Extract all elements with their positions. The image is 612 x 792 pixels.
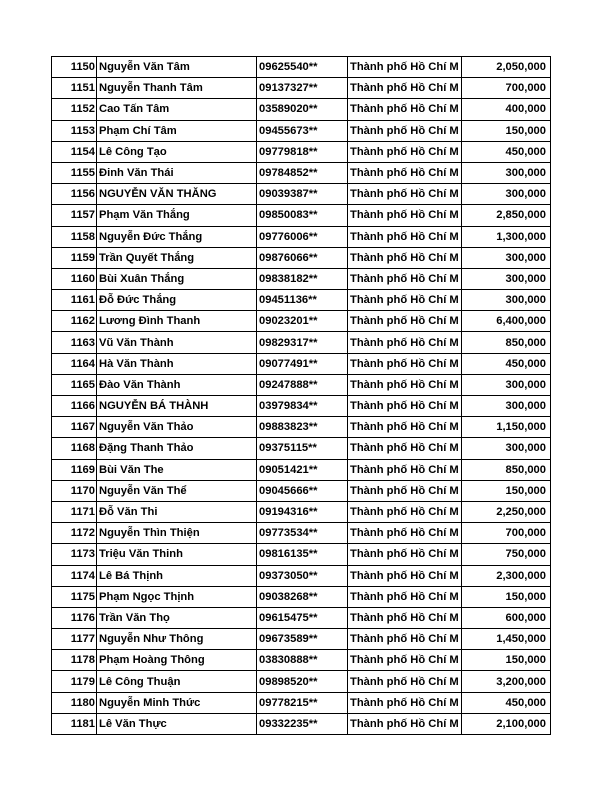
table-row [52, 629, 551, 650]
row-number-cell: 1171 [52, 501, 97, 522]
row-number-cell: 1165 [52, 374, 97, 395]
amount-cell: 1,300,000 [462, 226, 551, 247]
phone-cell: 09784852** [257, 162, 348, 183]
name-cell: Triệu Văn Thinh [97, 544, 257, 565]
name-cell: Nguyễn Như Thông [97, 629, 257, 650]
amount-cell: 2,850,000 [462, 205, 551, 226]
table-row [52, 523, 551, 544]
amount-cell: 150,000 [462, 650, 551, 671]
amount-cell: 2,250,000 [462, 501, 551, 522]
city-cell: Thành phố Hồ Chí M [348, 374, 462, 395]
row-number-cell: 1172 [52, 523, 97, 544]
city-cell: Thành phố Hồ Chí M [348, 290, 462, 311]
name-cell: Lê Văn Thực [97, 713, 257, 734]
amount-cell: 2,050,000 [462, 57, 551, 78]
table-row [52, 353, 551, 374]
phone-cell: 03589020** [257, 99, 348, 120]
phone-cell: 09375115** [257, 438, 348, 459]
city-cell: Thành phố Hồ Chí M [348, 438, 462, 459]
phone-cell: 09829317** [257, 332, 348, 353]
row-number-cell: 1181 [52, 713, 97, 734]
table-row [52, 162, 551, 183]
name-cell: Nguyễn Thanh Tâm [97, 78, 257, 99]
amount-cell: 6,400,000 [462, 311, 551, 332]
name-cell: Cao Tấn Tâm [97, 99, 257, 120]
row-number-cell: 1167 [52, 417, 97, 438]
name-cell: Bùi Văn The [97, 459, 257, 480]
name-cell: Lê Bá Thịnh [97, 565, 257, 586]
table-row [52, 396, 551, 417]
table-row [52, 565, 551, 586]
city-cell: Thành phố Hồ Chí M [348, 141, 462, 162]
table-row [52, 184, 551, 205]
row-number-cell: 1159 [52, 247, 97, 268]
phone-cell: 09455673** [257, 120, 348, 141]
table-row [52, 438, 551, 459]
table-row [52, 247, 551, 268]
name-cell: Trần Văn Thọ [97, 607, 257, 628]
amount-cell: 3,200,000 [462, 671, 551, 692]
amount-cell: 1,150,000 [462, 417, 551, 438]
phone-cell: 09625540** [257, 57, 348, 78]
table-row [52, 671, 551, 692]
amount-cell: 300,000 [462, 162, 551, 183]
row-number-cell: 1163 [52, 332, 97, 353]
amount-cell: 300,000 [462, 438, 551, 459]
table-row [52, 607, 551, 628]
row-number-cell: 1178 [52, 650, 97, 671]
name-cell: Nguyễn Đức Thắng [97, 226, 257, 247]
phone-cell: 09023201** [257, 311, 348, 332]
city-cell: Thành phố Hồ Chí M [348, 353, 462, 374]
amount-cell: 450,000 [462, 353, 551, 374]
table-row [52, 374, 551, 395]
amount-cell: 300,000 [462, 290, 551, 311]
table-row [52, 290, 551, 311]
name-cell: Đinh Văn Thái [97, 162, 257, 183]
city-cell: Thành phố Hồ Chí M [348, 205, 462, 226]
donor-table-body [52, 57, 551, 735]
row-number-cell: 1160 [52, 268, 97, 289]
name-cell: Trần Quyết Thắng [97, 247, 257, 268]
city-cell: Thành phố Hồ Chí M [348, 162, 462, 183]
row-number-cell: 1176 [52, 607, 97, 628]
amount-cell: 150,000 [462, 586, 551, 607]
name-cell: Bùi Xuân Thắng [97, 268, 257, 289]
phone-cell: 09876066** [257, 247, 348, 268]
phone-cell: 09045666** [257, 480, 348, 501]
name-cell: Đỗ Văn Thi [97, 501, 257, 522]
name-cell: Nguyễn Văn Tâm [97, 57, 257, 78]
table-row [52, 544, 551, 565]
name-cell: Đào Văn Thành [97, 374, 257, 395]
amount-cell: 150,000 [462, 480, 551, 501]
table-row [52, 480, 551, 501]
city-cell: Thành phố Hồ Chí M [348, 480, 462, 501]
phone-cell: 09373050** [257, 565, 348, 586]
city-cell: Thành phố Hồ Chí M [348, 544, 462, 565]
phone-cell: 09673589** [257, 629, 348, 650]
table-row [52, 57, 551, 78]
phone-cell: 09778215** [257, 692, 348, 713]
phone-cell: 09332235** [257, 713, 348, 734]
amount-cell: 450,000 [462, 141, 551, 162]
name-cell: Nguyễn Văn Thể [97, 480, 257, 501]
row-number-cell: 1150 [52, 57, 97, 78]
name-cell: Nguyễn Minh Thức [97, 692, 257, 713]
row-number-cell: 1157 [52, 205, 97, 226]
name-cell: Phạm Ngọc Thịnh [97, 586, 257, 607]
table-row [52, 268, 551, 289]
phone-cell: 03830888** [257, 650, 348, 671]
phone-cell: 09051421** [257, 459, 348, 480]
row-number-cell: 1164 [52, 353, 97, 374]
row-number-cell: 1161 [52, 290, 97, 311]
amount-cell: 700,000 [462, 523, 551, 544]
name-cell: Hà Văn Thành [97, 353, 257, 374]
table-row [52, 713, 551, 734]
city-cell: Thành phố Hồ Chí M [348, 565, 462, 586]
phone-cell: 09776006** [257, 226, 348, 247]
table-row [52, 417, 551, 438]
amount-cell: 1,450,000 [462, 629, 551, 650]
amount-cell: 750,000 [462, 544, 551, 565]
table-row [52, 141, 551, 162]
city-cell: Thành phố Hồ Chí M [348, 586, 462, 607]
row-number-cell: 1168 [52, 438, 97, 459]
city-cell: Thành phố Hồ Chí M [348, 459, 462, 480]
table-row [52, 692, 551, 713]
city-cell: Thành phố Hồ Chí M [348, 78, 462, 99]
name-cell: Phạm Chí Tâm [97, 120, 257, 141]
city-cell: Thành phố Hồ Chí M [348, 268, 462, 289]
table-row [52, 205, 551, 226]
table-row [52, 120, 551, 141]
row-number-cell: 1180 [52, 692, 97, 713]
city-cell: Thành phố Hồ Chí M [348, 396, 462, 417]
city-cell: Thành phố Hồ Chí M [348, 311, 462, 332]
amount-cell: 700,000 [462, 78, 551, 99]
row-number-cell: 1154 [52, 141, 97, 162]
name-cell: Vũ Văn Thành [97, 332, 257, 353]
phone-cell: 09773534** [257, 523, 348, 544]
amount-cell: 400,000 [462, 99, 551, 120]
city-cell: Thành phố Hồ Chí M [348, 650, 462, 671]
row-number-cell: 1173 [52, 544, 97, 565]
table-row [52, 586, 551, 607]
amount-cell: 300,000 [462, 247, 551, 268]
phone-cell: 09247888** [257, 374, 348, 395]
name-cell: Đỗ Đức Thắng [97, 290, 257, 311]
amount-cell: 300,000 [462, 268, 551, 289]
phone-cell: 09838182** [257, 268, 348, 289]
name-cell: Phạm Hoàng Thông [97, 650, 257, 671]
city-cell: Thành phố Hồ Chí M [348, 247, 462, 268]
row-number-cell: 1170 [52, 480, 97, 501]
name-cell: Nguyễn Văn Thảo [97, 417, 257, 438]
row-number-cell: 1153 [52, 120, 97, 141]
table-row [52, 459, 551, 480]
amount-cell: 850,000 [462, 332, 551, 353]
name-cell: Lê Công Tạo [97, 141, 257, 162]
city-cell: Thành phố Hồ Chí M [348, 99, 462, 120]
row-number-cell: 1158 [52, 226, 97, 247]
city-cell: Thành phố Hồ Chí M [348, 417, 462, 438]
city-cell: Thành phố Hồ Chí M [348, 120, 462, 141]
city-cell: Thành phố Hồ Chí M [348, 57, 462, 78]
row-number-cell: 1166 [52, 396, 97, 417]
table-row [52, 501, 551, 522]
amount-cell: 450,000 [462, 692, 551, 713]
donor-table [51, 56, 551, 735]
phone-cell: 09779818** [257, 141, 348, 162]
phone-cell: 09451136** [257, 290, 348, 311]
city-cell: Thành phố Hồ Chí M [348, 607, 462, 628]
amount-cell: 850,000 [462, 459, 551, 480]
name-cell: Nguyễn Thìn Thiện [97, 523, 257, 544]
amount-cell: 300,000 [462, 396, 551, 417]
name-cell: Phạm Văn Thắng [97, 205, 257, 226]
city-cell: Thành phố Hồ Chí M [348, 692, 462, 713]
row-number-cell: 1156 [52, 184, 97, 205]
name-cell: NGUYỄN BÁ THÀNH [97, 396, 257, 417]
phone-cell: 09194316** [257, 501, 348, 522]
name-cell: Lê Công Thuận [97, 671, 257, 692]
city-cell: Thành phố Hồ Chí M [348, 629, 462, 650]
row-number-cell: 1152 [52, 99, 97, 120]
row-number-cell: 1155 [52, 162, 97, 183]
city-cell: Thành phố Hồ Chí M [348, 332, 462, 353]
name-cell: Lương Đình Thanh [97, 311, 257, 332]
table-row [52, 311, 551, 332]
phone-cell: 09137327** [257, 78, 348, 99]
amount-cell: 600,000 [462, 607, 551, 628]
city-cell: Thành phố Hồ Chí M [348, 671, 462, 692]
phone-cell: 09038268** [257, 586, 348, 607]
row-number-cell: 1179 [52, 671, 97, 692]
row-number-cell: 1175 [52, 586, 97, 607]
phone-cell: 09850083** [257, 205, 348, 226]
amount-cell: 2,300,000 [462, 565, 551, 586]
phone-cell: 09039387** [257, 184, 348, 205]
row-number-cell: 1174 [52, 565, 97, 586]
amount-cell: 300,000 [462, 184, 551, 205]
city-cell: Thành phố Hồ Chí M [348, 226, 462, 247]
table-row [52, 332, 551, 353]
table-row [52, 99, 551, 120]
row-number-cell: 1169 [52, 459, 97, 480]
amount-cell: 300,000 [462, 374, 551, 395]
table-row [52, 650, 551, 671]
amount-cell: 150,000 [462, 120, 551, 141]
city-cell: Thành phố Hồ Chí M [348, 523, 462, 544]
phone-cell: 09077491** [257, 353, 348, 374]
name-cell: NGUYỄN VĂN THĂNG [97, 184, 257, 205]
phone-cell: 09816135** [257, 544, 348, 565]
row-number-cell: 1177 [52, 629, 97, 650]
phone-cell: 09898520** [257, 671, 348, 692]
row-number-cell: 1151 [52, 78, 97, 99]
phone-cell: 03979834** [257, 396, 348, 417]
city-cell: Thành phố Hồ Chí M [348, 501, 462, 522]
row-number-cell: 1162 [52, 311, 97, 332]
city-cell: Thành phố Hồ Chí M [348, 713, 462, 734]
table-row [52, 78, 551, 99]
phone-cell: 09615475** [257, 607, 348, 628]
amount-cell: 2,100,000 [462, 713, 551, 734]
table-row [52, 226, 551, 247]
city-cell: Thành phố Hồ Chí M [348, 184, 462, 205]
phone-cell: 09883823** [257, 417, 348, 438]
name-cell: Đặng Thanh Thảo [97, 438, 257, 459]
